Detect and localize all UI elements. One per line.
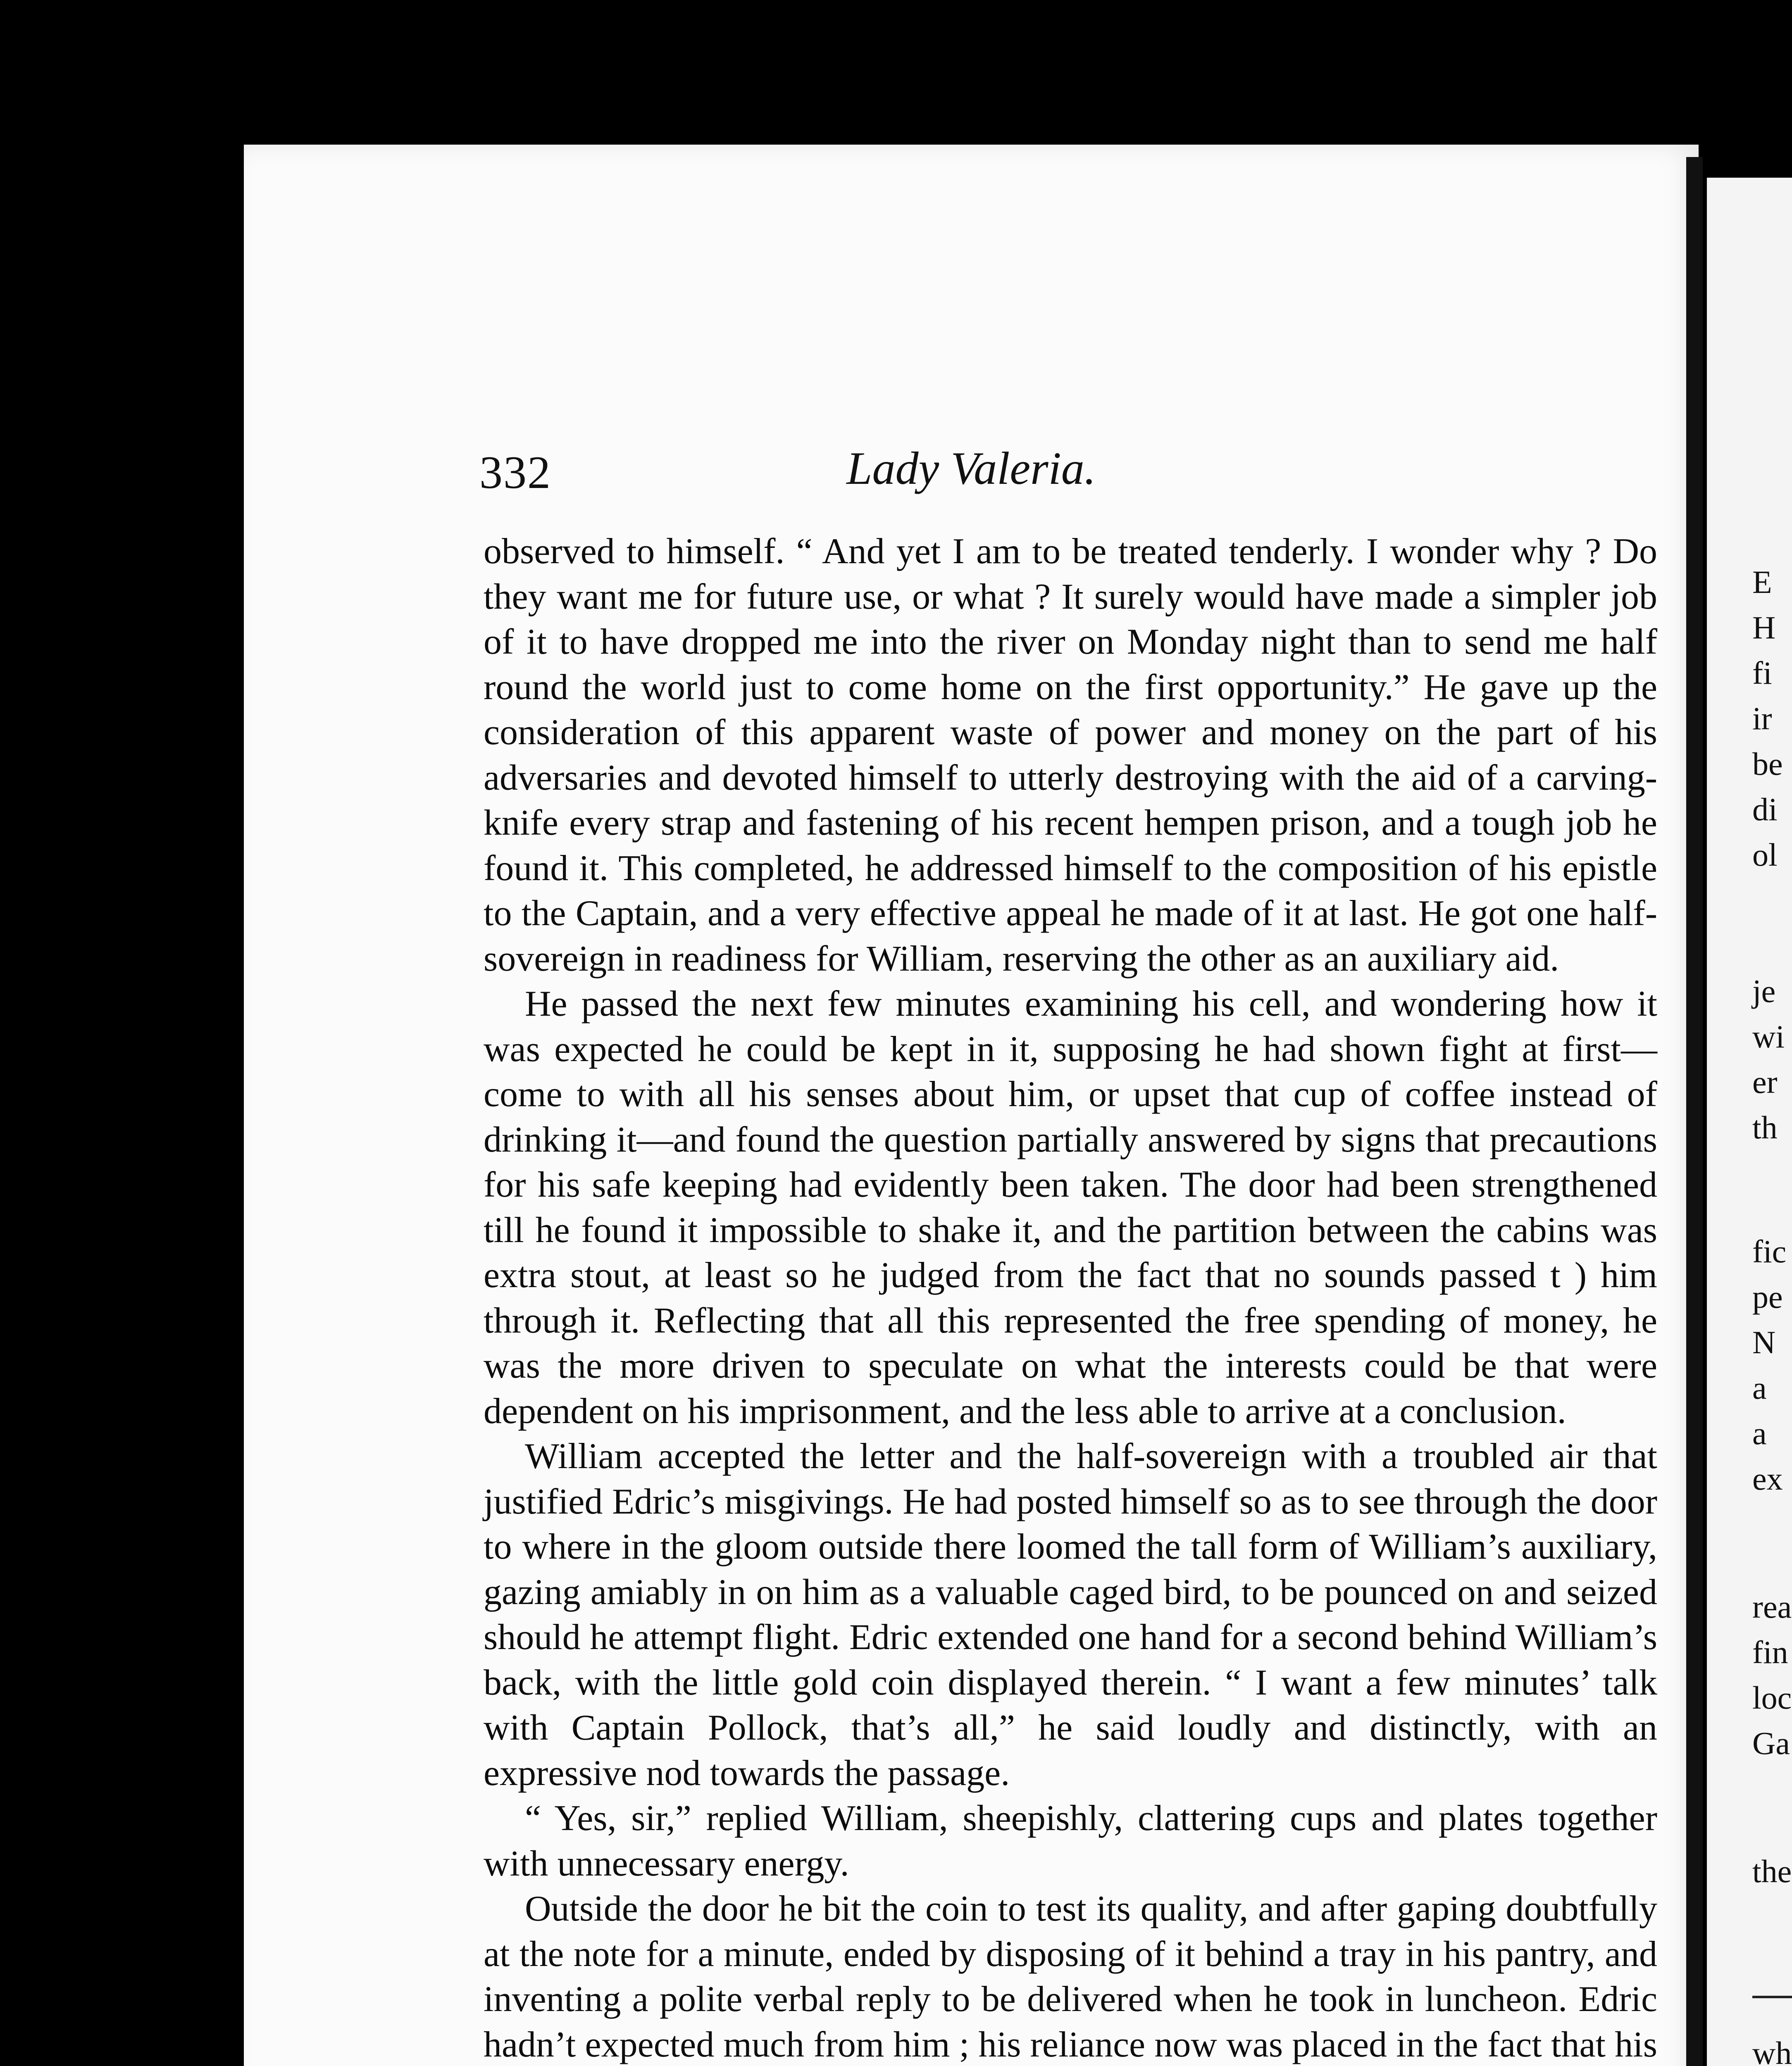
next-page-fragment: di (1752, 791, 1778, 827)
next-page-fragment: loc (1752, 1680, 1792, 1716)
body-text (484, 529, 1657, 2066)
paragraph: “ Yes, sir,” replied William, sheepishly, clattering cups and plates together with unnecessary energy. (484, 1798, 1657, 1884)
book-gutter (1686, 157, 1703, 2066)
next-page-rule (1752, 1996, 1792, 1998)
next-page-fragment: th (1752, 1109, 1778, 1145)
page-number: 332 (479, 447, 551, 498)
next-page-fragment: je (1752, 973, 1776, 1009)
paragraph: observed to himself. “ And yet I am to be treated tenderly. I wonder why ? Do they want me for future use, or what ? It surely would have made a simpler job of it to have dropped me into the river on Monday night than to send me half round the world just to come home on the first opportunity.” He gave up the consideration of this apparent waste of power and money on the part of his adversaries and devoted himself to utterly destroying with the aid of a carving-knife every strap and fastening of his recent hempen prison, and a tough job he found it. This completed, he addressed himself to the composition of his epistle to the Captain, and a very effective appeal he made of it at last. He got one half-sovereign in readiness for William, reserving the other as an auxiliary aid. (484, 531, 1657, 979)
next-page-fragment: fin (1752, 1634, 1788, 1670)
next-page-fragment: ex (1752, 1461, 1783, 1497)
next-page-fragment: ol (1752, 837, 1778, 873)
paragraph: William accepted the letter and the half-sovereign with a troubled air that justified Edric’s misgivings. He had posted himself so as to see through the door to where in the gloom outside there loomed the tall form of William’s auxiliary, gazing amiably in on him as a valuable caged bird, to be pounced on and seized should he attempt flight. Edric extended one hand for a second behind William’s back, with the little gold coin displayed therein. “ I want a few minutes’ talk with Captain Pollock, that’s all,” he said loudly and distinctly, with an expressive nod towards the passage. (484, 1436, 1657, 1793)
next-page-fragment: E (1752, 564, 1772, 600)
running-title: Lady Valeria. (846, 443, 1096, 494)
paragraph: Outside the door he bit the coin to test its quality, and after gaping doubtfully at the note for a minute, ended by disposing of it behind a tray in his pantry, and inventing a polite verbal reply to be delivered when he took in luncheon. Edric hadn’t expected much from him ; his reliance now was placed in the fact that his (484, 1889, 1657, 2065)
next-page-fragment: fi (1752, 655, 1772, 691)
next-page-fragment: fic (1752, 1233, 1787, 1269)
next-page-fragment: rea (1752, 1589, 1792, 1625)
next-page-fragment: Ga (1752, 1725, 1790, 1761)
next-page-fragment: wh (1752, 2035, 1792, 2066)
next-page-fragment: pe (1752, 1279, 1783, 1315)
next-page-fragment: N (1752, 1324, 1776, 1360)
next-page-fragment: er (1752, 1064, 1778, 1100)
book-page (244, 145, 1699, 2066)
next-page-fragment: the (1752, 1853, 1792, 1889)
next-page-fragment: wi (1752, 1019, 1785, 1054)
next-page-fragment: a (1752, 1370, 1767, 1406)
next-page-fragment: be (1752, 746, 1783, 782)
next-page-fragment: H (1752, 609, 1776, 645)
paragraph: He passed the next few minutes examining his cell, and wondering how it was expected he could be kept in it, supposing he had shown fight at first—come to with all his senses about him, or upset that cup of coffee instead of drinking it—and found the question partially answered by signs that precautions for his safe keeping had evidently been taken. The door had been strengthened till he found it impossible to shake it, and the partition between the cabins was extra stout, at least so he judged from the fact that no sounds passed t ) him through it. Reflecting that all this represented the free spending of money, he was the more driven to speculate on what the interests could be that were dependent on his imprisonment, and the less able to arrive at a conclusion. (484, 984, 1657, 1431)
next-page-edge (1707, 178, 1792, 2066)
next-page-fragment: ir (1752, 700, 1772, 736)
next-page-fragment: a (1752, 1415, 1767, 1451)
